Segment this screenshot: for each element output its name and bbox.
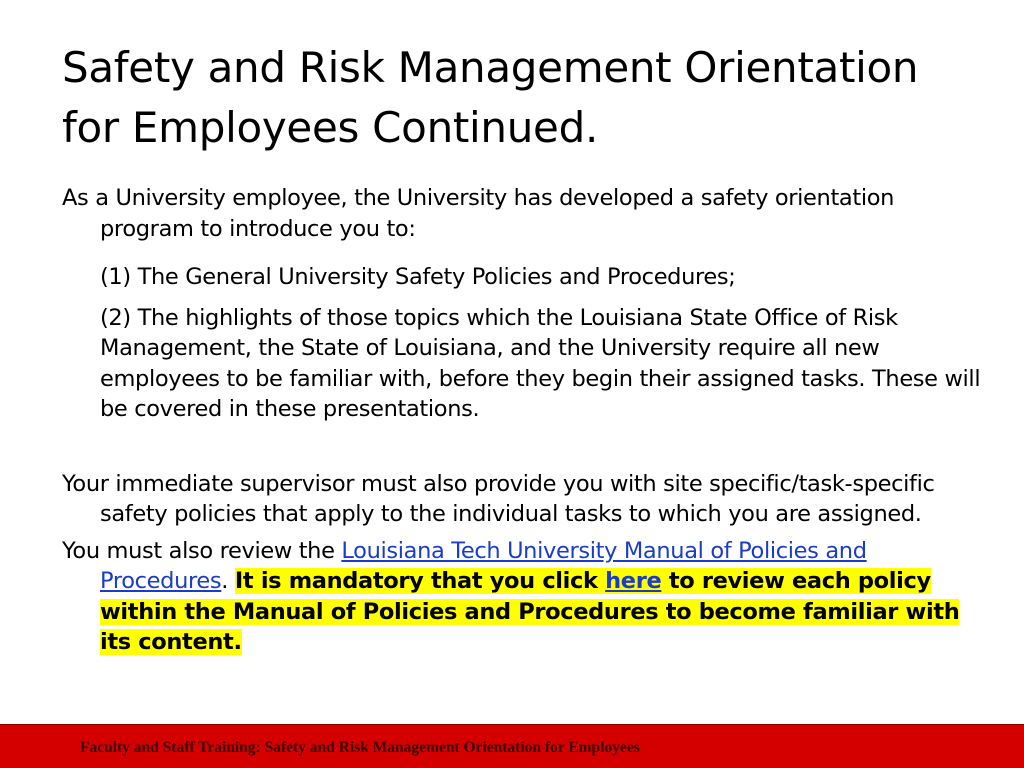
mandatory-notice: [100, 568, 959, 655]
footer-text: Faculty and Staff Training: Safety and Risk Management Orientation for Employees: [80, 739, 640, 756]
here-link[interactable]: here: [605, 568, 662, 594]
slide-body: [62, 183, 982, 658]
intro-paragraph: As a University employee, the University has developed a safety orientation program to introduce you to:: [62, 185, 895, 242]
list-item-1: (1) The General University Safety Policies and Procedures;: [100, 264, 736, 290]
manual-of-policies-link[interactable]: Louisiana Tech University Manual of Policies and Procedures: [100, 537, 867, 594]
slide-title: [62, 38, 982, 158]
mandatory-suffix-text: to review each policy within the Manual of Policies and Procedures to become familiar with its content.: [100, 568, 960, 655]
supervisor-paragraph: Your immediate supervisor must also provide you with site specific/task-specific safety policies that apply to the individual tasks to which you are assigned.: [62, 470, 935, 527]
list-item-2: (2) The highlights of those topics which the Louisiana State Office of Risk Management, the State of Louisiana, and the University require all new employees to be familiar with, before they begin their assigned tasks. These will be covered in these presentations.: [100, 304, 981, 422]
review-paragraph: [62, 536, 982, 658]
slide-title-line-2: for Employees Continued.: [62, 103, 599, 152]
review-prefix-text: You must also review the: [62, 537, 342, 564]
mandatory-prefix-text: It is mandatory that you click: [234, 568, 606, 594]
review-period-text: .: [221, 568, 229, 594]
slide-title-line-1: Safety and Risk Management Orientation: [62, 43, 919, 92]
footer-bar: [0, 724, 1024, 768]
